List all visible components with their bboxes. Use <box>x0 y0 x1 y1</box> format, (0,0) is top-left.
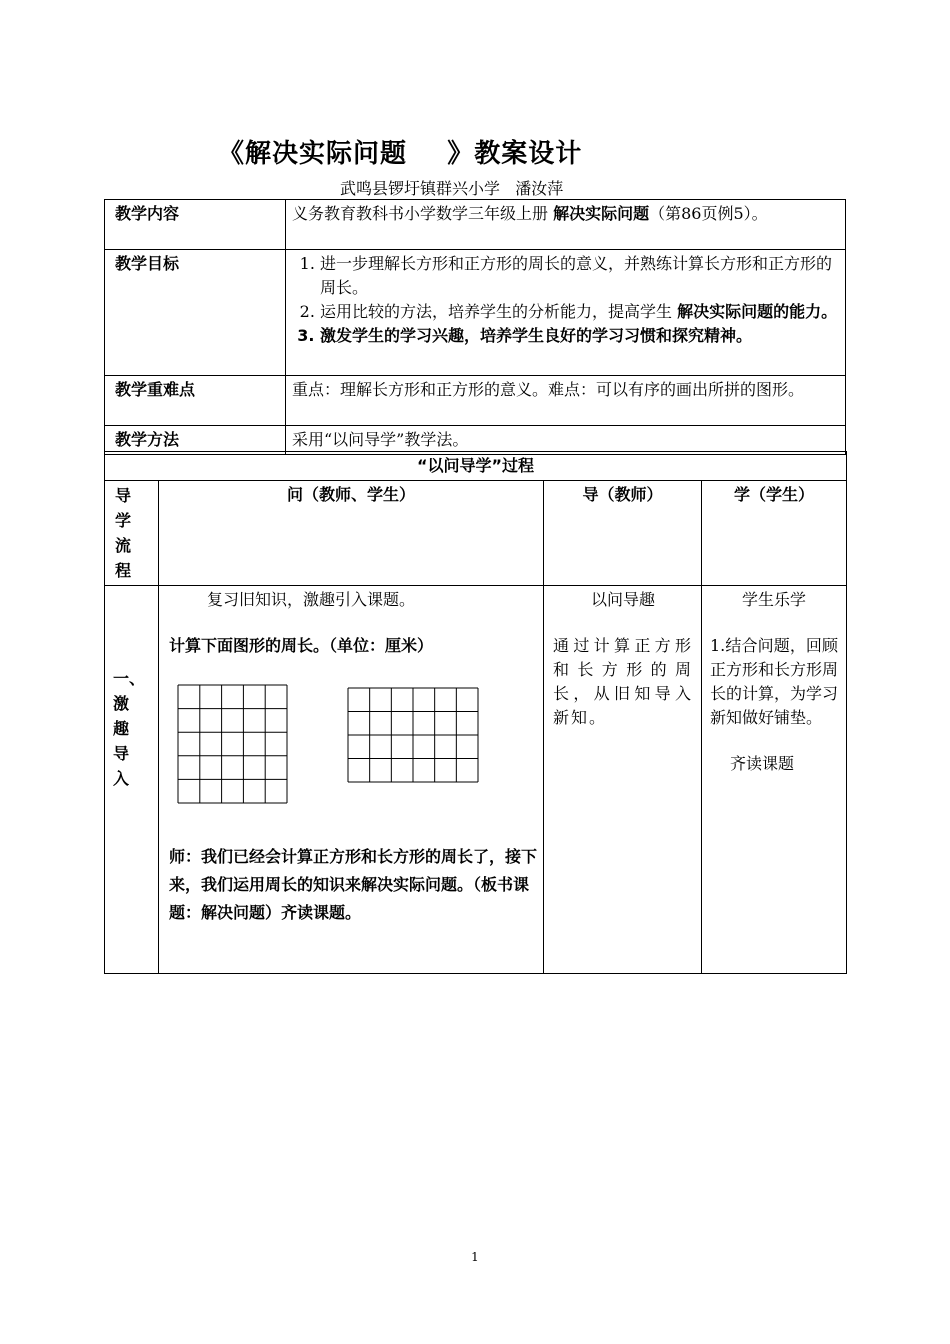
ask-cell <box>159 586 544 974</box>
ask-teacher-text: 师：我们已经会计算正方形和长方形的周长了，接下来，我们运用周长的知识来解决实际问题。（板书课题：解决问题）齐读课题。 <box>169 847 538 922</box>
process-heading: “以问导学”过程 <box>105 452 847 481</box>
learn-text: 1.结合问题，回顾正方形和长方形周长的计算，为学习新知做好铺垫。 <box>710 636 839 727</box>
keypoints-label: 教学重难点 <box>105 376 286 426</box>
ask-intro: 复习旧知识，激趣引入课题。 <box>207 590 416 609</box>
col-learn-header: 学（学生） <box>702 481 847 586</box>
col-flow-header: 导学流程 <box>105 481 159 586</box>
ask-task: 计算下面图形的周长。（单位：厘米） <box>169 636 434 655</box>
guide-text: 通过计算正方形和长方形的周长，从旧知导入新知。 <box>553 636 693 727</box>
learn-cell <box>702 586 847 974</box>
guide-title: 以问导趣 <box>590 590 655 609</box>
goals-list <box>286 250 846 376</box>
content-text: 义务教育教科书小学数学三年级上册 解决实际问题（第86页例5）。 <box>286 200 846 250</box>
method-label: 教学方法 <box>105 426 286 455</box>
rectangle-grid-figure <box>347 687 479 783</box>
process-table <box>104 451 847 974</box>
lesson-info-table <box>104 199 846 455</box>
col-ask-header: 问（教师、学生） <box>159 481 544 586</box>
author-line: 武鸣县锣圩镇群兴小学 潘汝萍 <box>340 179 564 198</box>
content-label: 教学内容 <box>105 200 286 250</box>
stage-label: 一、激趣导入 <box>105 586 159 974</box>
goal-item: 1. 进一步理解长方形和正方形的周长的意义，并熟练计算长方形和正方形的周长。 <box>320 252 839 300</box>
document-title: 《解决实际问题 》教案设计 <box>218 139 583 169</box>
col-guide-header: 导（教师） <box>544 481 702 586</box>
figures-area <box>169 658 537 843</box>
keypoints-text: 重点：理解长方形和正方形的意义。难点：可以有序的画出所拼的图形。 <box>286 376 846 426</box>
learn-read: 齐读课题 <box>730 754 795 773</box>
goals-label: 教学目标 <box>105 250 286 376</box>
guide-cell <box>544 586 702 974</box>
learn-title: 学生乐学 <box>742 590 807 609</box>
square-grid-figure <box>177 684 288 804</box>
method-text: 采用“以问导学”教学法。 <box>286 426 846 455</box>
goal-item: 3. 激发学生的学习兴趣，培养学生良好的学习习惯和探究精神。 <box>320 324 839 348</box>
goal-item: 2. 运用比较的方法，培养学生的分析能力，提高学生 解决实际问题的能力。 <box>320 300 839 324</box>
page-number: 1 <box>471 1250 479 1264</box>
